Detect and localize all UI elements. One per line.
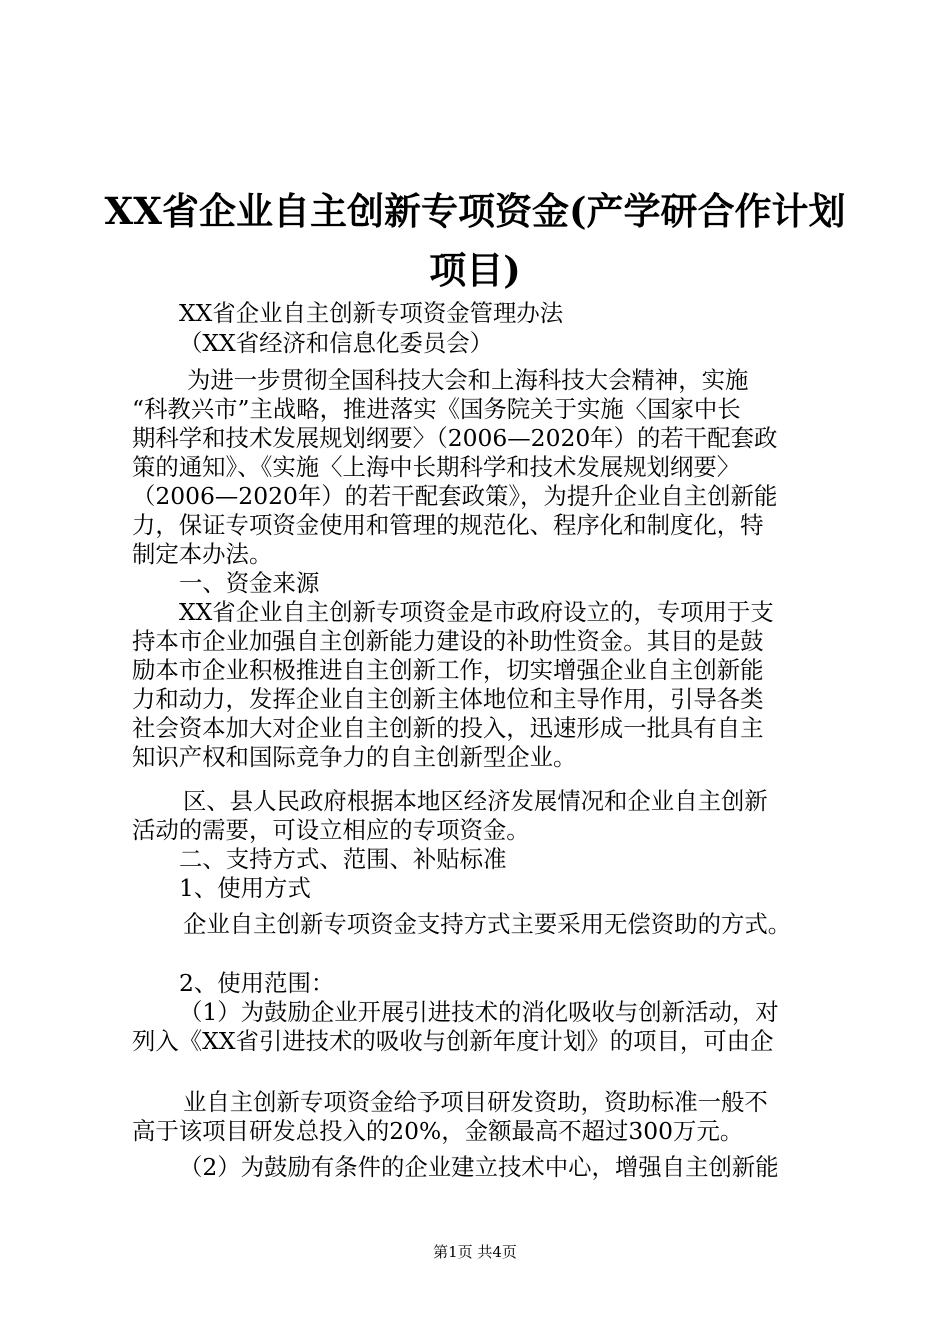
paragraph-line: 列入《XX省引进技术的吸收与创新年度计划》的项目，可由企 (132, 1027, 774, 1055)
subsection-heading: 2、使用范围： (179, 969, 335, 997)
paragraph-line: 知识产权和国际竞争力的自主创新型企业。 (132, 743, 577, 771)
paragraph-line: 为进一步贯彻全国科技大会和上海科技大会精神，实施 (187, 366, 749, 394)
paragraph-line: 活动的需要，可设立相应的专项资金。 (132, 816, 530, 844)
subtitle: XX省企业自主创新专项资金管理办法 (179, 299, 564, 327)
paragraph-line: 力，保证专项资金使用和管理的规范化、程序化和制度化，特 (132, 511, 764, 539)
paragraph-line: 企业自主创新专项资金支持方式主要采用无偿资助的方式。 (183, 910, 792, 938)
paragraph-line: 期科学和技术发展规划纲要〉（2006—2020年）的若干配套政 (132, 424, 778, 452)
paragraph-line: 业自主创新专项资金给予项目研发资助，资助标准一般不 (183, 1088, 768, 1116)
section-heading: 二、支持方式、范围、补贴标准 (179, 845, 507, 873)
paragraph-line: 策的通知》、《实施〈上海中长期科学和技术发展规划纲要〉 (132, 453, 741, 481)
paragraph-line: （2006—2020年）的若干配套政策》，为提升企业自主创新能 (132, 482, 778, 510)
paragraph-line: 区、县人民政府根据本地区经济发展情况和企业自主创新 (183, 787, 768, 815)
paragraph-line: （2）为鼓励有条件的企业建立技术中心，增强自主创新能 (179, 1153, 779, 1181)
paragraph-line: 社会资本加大对企业自主创新的投入，迅速形成一批具有自主 (132, 714, 764, 742)
paragraph-line: 持本市企业加强自主创新能力建设的补助性资金。其目的是鼓 (132, 627, 764, 655)
paragraph-line: 力和动力，发挥企业自主创新主体地位和主导作用，引导各类 (132, 685, 764, 713)
document-title-line-1: XX省企业自主创新专项资金(产学研合作计划 (104, 189, 846, 233)
paragraph-line: XX省企业自主创新专项资金是市政府设立的，专项用于支 (179, 598, 774, 626)
section-heading: 一、资金来源 (179, 569, 320, 597)
document-title-line-2: 项目) (429, 248, 521, 292)
paragraph-line: 高于该项目研发总投入的20%，金额最高不超过300万元。 (132, 1117, 744, 1145)
paragraph-line: （1）为鼓励企业开展引进技术的消化吸收与创新活动，对 (179, 998, 779, 1026)
subsection-heading: 1、使用方式 (179, 874, 311, 902)
issuer-line: （XX省经济和信息化委员会） (179, 329, 493, 357)
paragraph-line: 励本市企业积极推进自主创新工作，切实增强企业自主创新能 (132, 656, 764, 684)
paragraph-line: 制定本办法。 (132, 540, 273, 568)
paragraph-line: “科教兴市”主战略，推进落实《国务院关于实施〈国家中长 (132, 395, 741, 423)
page-number-footer: 第1页 共4页 (433, 1243, 517, 1261)
